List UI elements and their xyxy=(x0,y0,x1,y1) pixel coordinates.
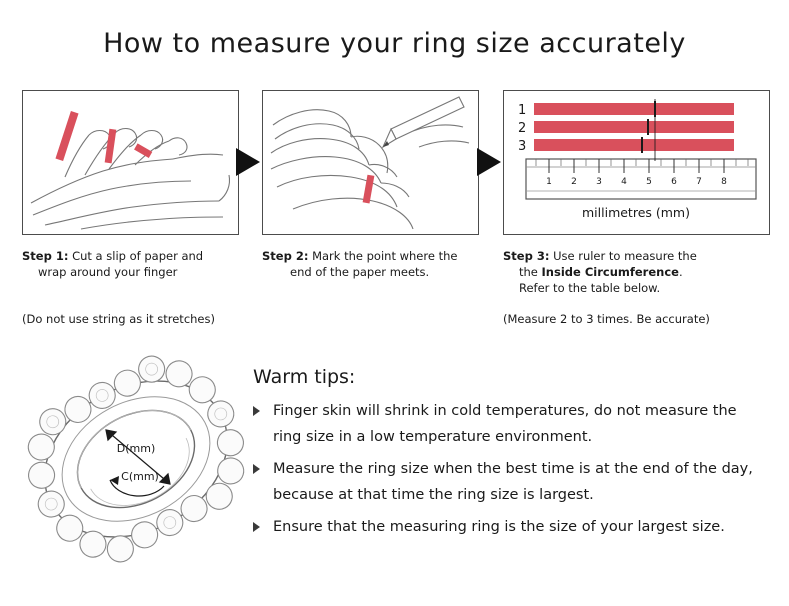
tip-item-1 xyxy=(253,398,753,450)
bullet-triangle-icon xyxy=(253,464,260,474)
svg-text:7: 7 xyxy=(696,177,702,187)
step3-note: (Measure 2 to 3 times. Be accurate) xyxy=(503,312,710,326)
step3-caption xyxy=(503,248,771,296)
svg-text:6: 6 xyxy=(671,177,677,187)
paper-strip-mark xyxy=(363,175,375,204)
arrow-step2-to-step3 xyxy=(477,148,501,176)
step1-text-line1: Cut a slip of paper and xyxy=(72,249,204,263)
tip-item-2 xyxy=(253,456,753,508)
svg-text:1: 1 xyxy=(518,103,527,118)
svg-text:2: 2 xyxy=(518,121,527,136)
step2-illustration-panel xyxy=(262,90,479,235)
svg-text:5: 5 xyxy=(646,177,652,187)
diameter-label: D(mm) xyxy=(116,442,156,455)
tip-text-3: Ensure that the measuring ring is the size of your largest size. xyxy=(273,519,725,535)
hand-marking-paper-drawing xyxy=(263,91,478,234)
step1-note: (Do not use string as it stretches) xyxy=(22,312,215,326)
arrow-step1-to-step2 xyxy=(236,148,260,176)
svg-text:4: 4 xyxy=(621,177,627,187)
svg-text:millimetres (mm): millimetres (mm) xyxy=(582,205,690,220)
svg-text:8: 8 xyxy=(721,177,727,187)
circumference-label: C(mm) xyxy=(121,470,159,483)
ruler-and-strips-drawing xyxy=(504,91,769,234)
bullet-triangle-icon xyxy=(253,522,260,532)
step3-text-line1: Use ruler to measure the xyxy=(553,249,697,263)
step2-caption xyxy=(262,248,492,280)
warm-tips-heading: Warm tips: xyxy=(253,366,356,388)
page-title: How to measure your ring size accurately xyxy=(103,28,686,59)
step3-inside-circumference: Inside Circumference xyxy=(541,265,679,279)
hand-with-paper-strip-drawing xyxy=(23,91,238,234)
ring-diagram xyxy=(24,352,249,567)
bullet-triangle-icon xyxy=(253,406,260,416)
step3-ruler-panel xyxy=(503,90,770,235)
step3-text-line2-end: . xyxy=(678,265,683,279)
tip-item-3 xyxy=(253,514,753,540)
warm-tips-list xyxy=(253,398,753,546)
step1-text-line2: wrap around your finger xyxy=(38,265,178,279)
step1-caption xyxy=(22,248,252,280)
step3-text-line3: Refer to the table below. xyxy=(519,281,661,295)
svg-text:1: 1 xyxy=(546,177,552,187)
svg-text:3: 3 xyxy=(596,177,602,187)
step2-text-line1: Mark the point where the xyxy=(312,249,458,263)
step1-label: Step 1: xyxy=(22,249,69,263)
pencil xyxy=(383,97,464,147)
svg-text:2: 2 xyxy=(571,177,577,187)
svg-text:3: 3 xyxy=(518,139,527,154)
step3-text-line2: the xyxy=(519,265,542,279)
tip-text-2: Measure the ring size when the best time is at the end of the day, because at that time the ring size is largest. xyxy=(273,461,753,503)
step2-label: Step 2: xyxy=(262,249,309,263)
step2-text-line2: end of the paper meets. xyxy=(290,265,430,279)
step1-illustration-panel xyxy=(22,90,239,235)
tip-text-1: Finger skin will shrink in cold temperatures, do not measure the ring size in a low temperature environment. xyxy=(273,403,737,445)
eternity-ring-drawing xyxy=(24,352,249,567)
step3-label: Step 3: xyxy=(503,249,550,263)
